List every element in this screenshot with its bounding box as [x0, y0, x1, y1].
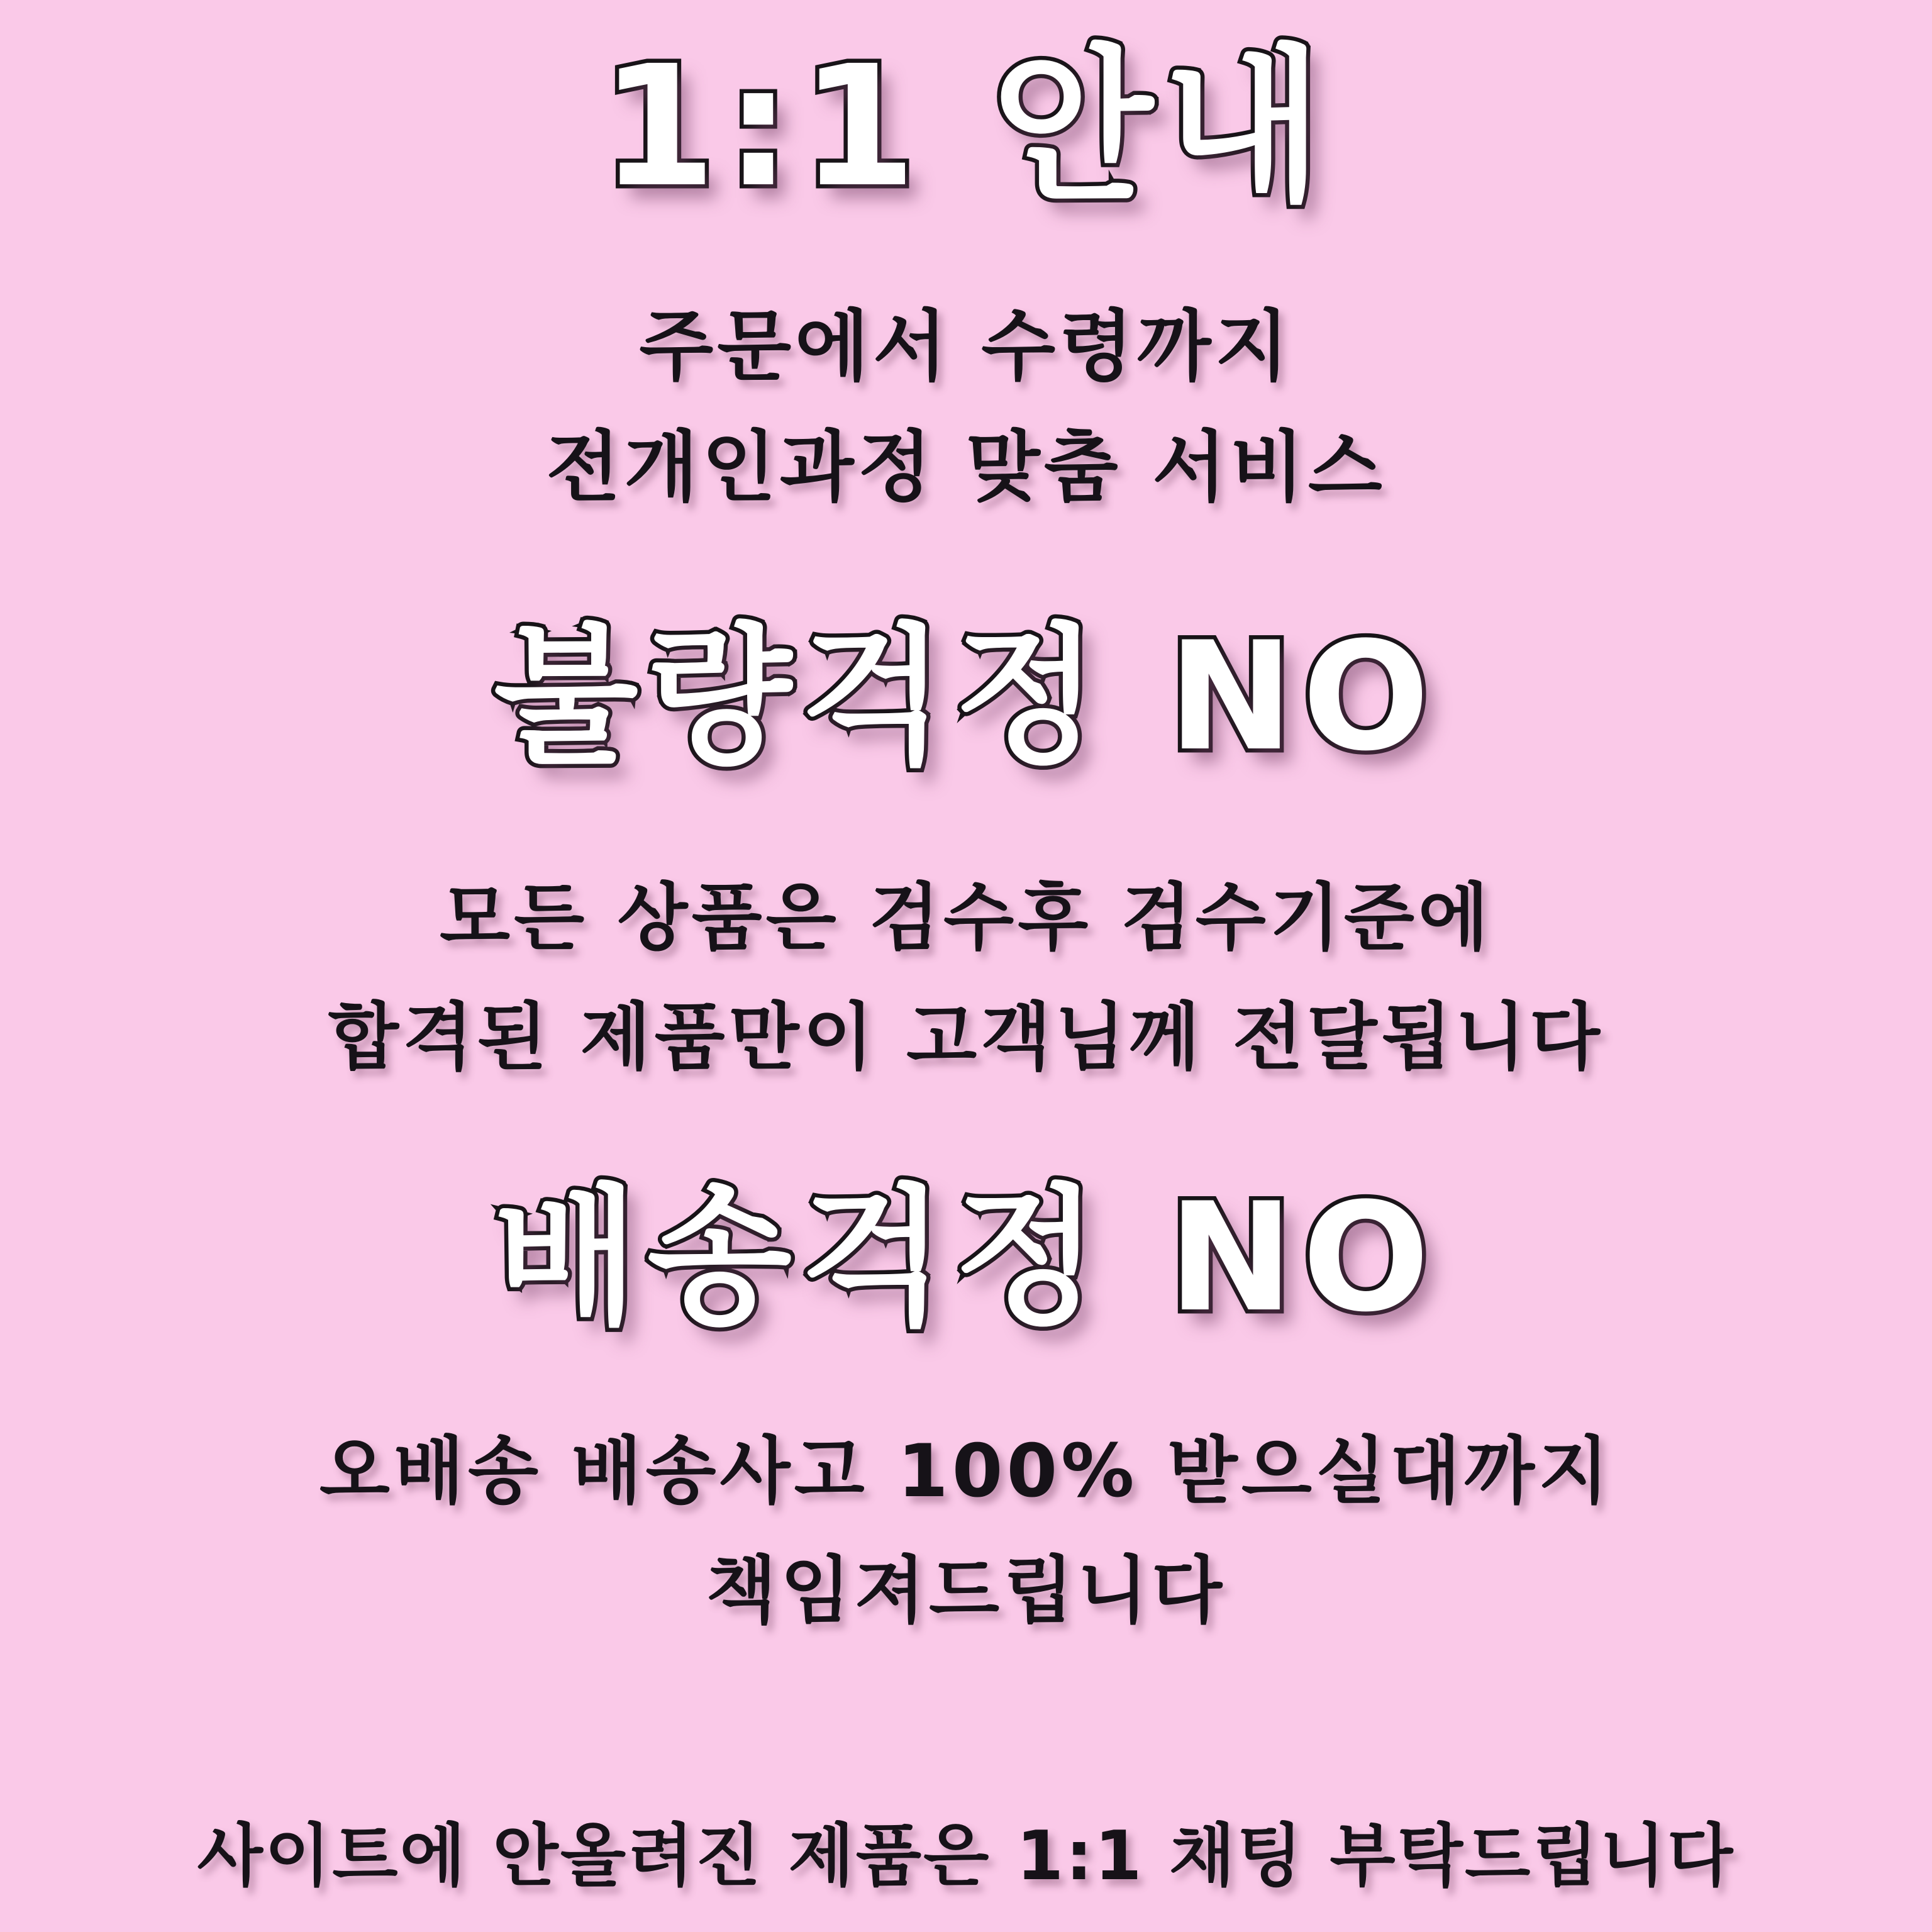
footer-note: 사이트에 안올려진 제품은 1:1 채팅 부탁드립니다 [197, 1817, 1735, 1896]
quality-section-heading: 불량걱정 NO [494, 610, 1438, 784]
quality-section-line-2: 합격된 제품만이 고객님께 전달됩니다 [328, 995, 1604, 1080]
shipping-section-line-1: 오배송 배송사고 100% 받으실대까지 [319, 1429, 1613, 1514]
shipping-section-line-2: 책임져드립니다 [706, 1548, 1226, 1633]
page-title: 1:1 안내 [600, 30, 1332, 224]
intro-line-2: 전개인과정 맞춤 서비스 [546, 423, 1386, 512]
shipping-section-heading: 배송걱정 NO [494, 1171, 1438, 1345]
quality-section-line-1: 모든 상품은 검수후 검수기준에 [440, 875, 1492, 960]
intro-line-1: 주문에서 수령까지 [639, 302, 1293, 391]
